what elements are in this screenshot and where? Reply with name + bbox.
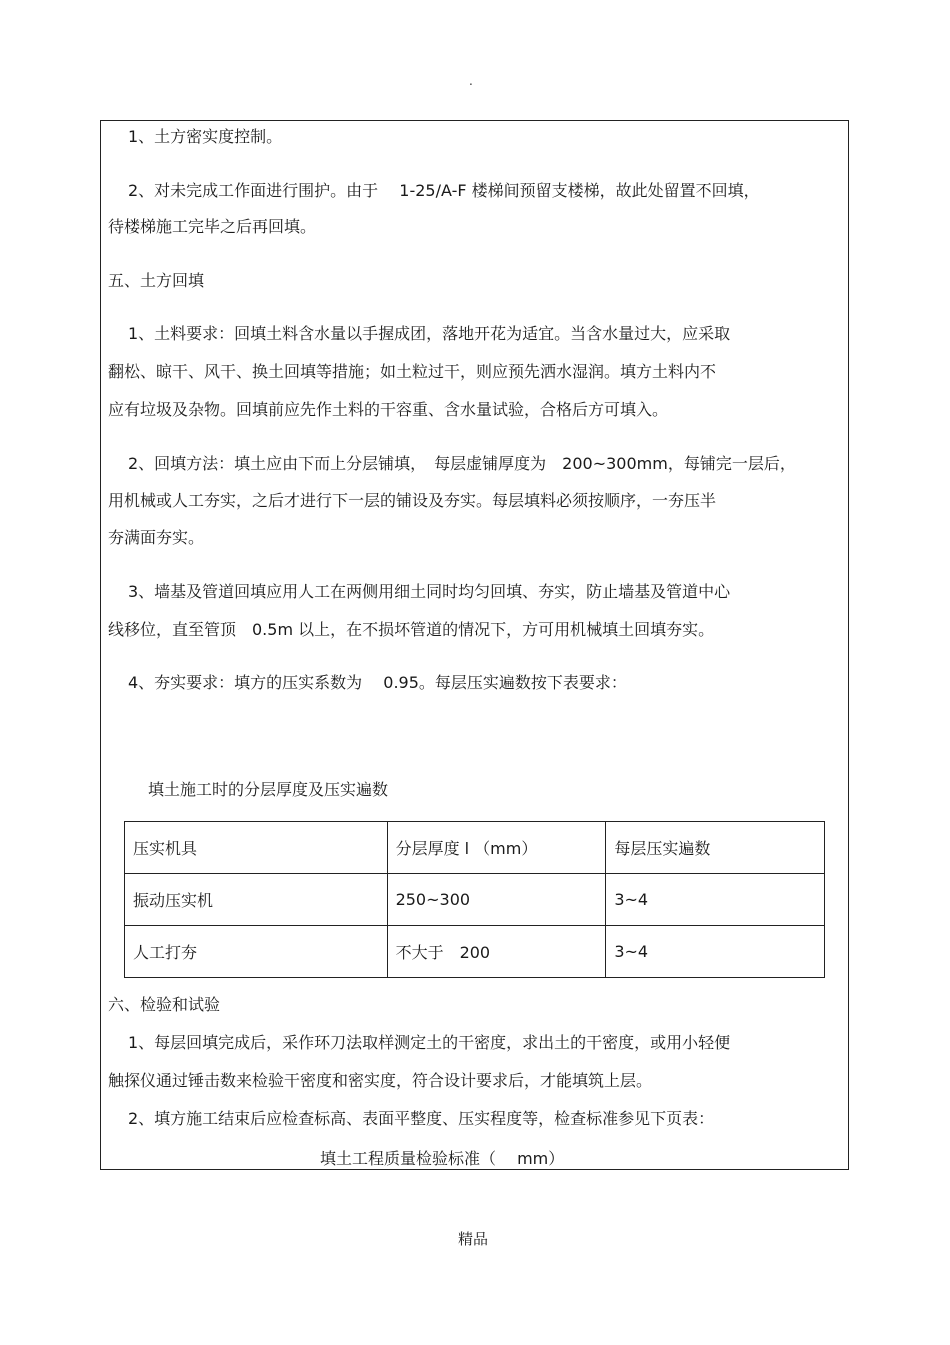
- table-cell: 250~300: [387, 874, 606, 926]
- section-heading-inspection: 六、检验和试验: [108, 995, 221, 1014]
- table-cell: 3~4: [606, 926, 825, 978]
- table-cell: 振动压实机: [125, 874, 388, 926]
- compaction-table-caption: 填土施工时的分层厚度及压实遍数: [148, 780, 389, 799]
- section-heading-backfill: 五、土方回填: [108, 271, 205, 290]
- item-soil-requirements-cont-2: 应有垃圾及杂物。回填前应先作土料的干容重、含水量试验，合格后方可填入。: [108, 400, 669, 419]
- item-backfill-method: 2、回填方法：填土应由下而上分层铺填， 每层虚铺厚度为 200~300mm，每铺完一层后，: [128, 454, 796, 473]
- item-protection-cont: 待楼梯施工完毕之后再回填。: [108, 217, 317, 236]
- header-dot: .: [469, 74, 473, 88]
- item-soil-requirements-cont-1: 翻松、晾干、风干、换土回填等措施；如土粒过干，则应预先洒水湿润。填方土料内不: [108, 362, 717, 381]
- table-cell: 人工打夯: [125, 926, 388, 978]
- table-header-row: [125, 822, 825, 874]
- item-pipe-backfill-cont: 线移位，直至管顶 0.5m 以上，在不损坏管道的情况下，方可用机械填土回填夯实。: [108, 620, 715, 639]
- item-soil-requirements: 1、土料要求：回填土料含水量以手握成团，落地开花为适宜。当含水量过大，应采取: [128, 324, 731, 343]
- item-density-control: 1、土方密实度控制。: [128, 127, 283, 146]
- table-row: [125, 874, 825, 926]
- item-pipe-backfill: 3、墙基及管道回填应用人工在两侧用细土同时均匀回填、夯实，防止墙基及管道中心: [128, 582, 731, 601]
- item-final-inspection: 2、填方施工结束后应检查标高、表面平整度、压实程度等，检查标准参见下页表：: [128, 1109, 715, 1128]
- table-cell: 3~4: [606, 874, 825, 926]
- compaction-table: [124, 821, 825, 978]
- item-backfill-method-cont-1: 用机械或人工夯实，之后才进行下一层的铺设及夯实。每层填料必须按顺序，一夯压半: [108, 491, 717, 510]
- table-cell: 不大于 200: [387, 926, 606, 978]
- quality-table-title: 填土工程质量检验标准（ mm）: [320, 1149, 565, 1168]
- table-row: [125, 926, 825, 978]
- item-sampling: 1、每层回填完成后，采作环刀法取样测定土的干密度，求出土的干密度，或用小轻便: [128, 1033, 731, 1052]
- header-cell-equipment: 压实机具: [125, 822, 388, 874]
- item-sampling-cont: 触探仪通过锤击数来检验干密度和密实度，符合设计要求后，才能填筑上层。: [108, 1071, 653, 1090]
- header-cell-layer-thickness: 分层厚度 l （mm）: [387, 822, 606, 874]
- footer-text: 精品: [458, 1230, 489, 1248]
- item-protection: 2、对未完成工作面进行围护。由于 1-25/A-F 楼梯间预留支楼梯，故此处留置不回填，: [128, 181, 760, 200]
- header-cell-passes: 每层压实遍数: [606, 822, 825, 874]
- item-compaction-requirements: 4、夯实要求：填方的压实系数为 0.95。每层压实遍数按下表要求：: [128, 673, 627, 692]
- item-backfill-method-cont-2: 夯满面夯实。: [108, 528, 205, 547]
